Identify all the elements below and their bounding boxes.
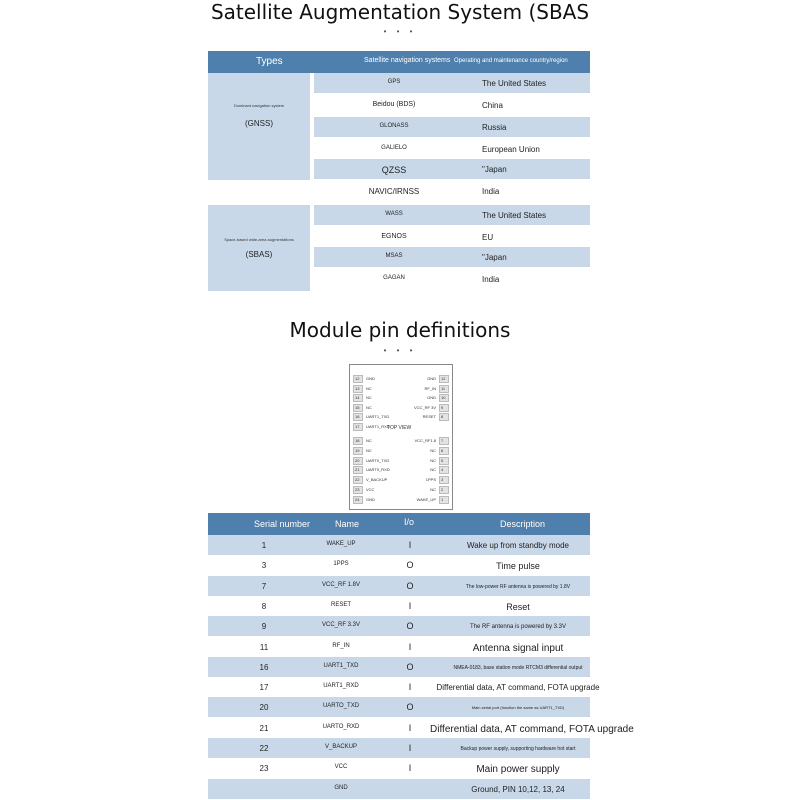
header-systems: Satellite navigation systems <box>364 57 451 64</box>
system-name: EGNOS <box>381 233 407 240</box>
io-direction: I <box>408 641 412 652</box>
system-name: Beidou (BDS) <box>372 101 416 108</box>
io-direction: O <box>406 661 414 672</box>
pin-description: Main power supply <box>476 764 560 776</box>
system-name: GPS <box>387 79 401 85</box>
table-row <box>208 677 600 697</box>
table-row <box>208 555 590 575</box>
serial-number: 11 <box>259 642 269 652</box>
table-row <box>208 576 590 596</box>
module-pin-diagram <box>349 364 453 510</box>
pin-label: RESET <box>422 414 436 419</box>
pin-label: VCC <box>366 487 375 492</box>
pin-number: 5 <box>441 457 444 463</box>
country-name: "Japan <box>482 165 507 174</box>
io-direction: O <box>406 560 414 571</box>
pin-description: Ground, PIN 10,12, 13, 24 <box>471 784 565 794</box>
table-row <box>208 779 590 799</box>
serial-number: 7 <box>261 581 267 591</box>
country-name: European Union <box>482 145 540 154</box>
pin-number: 14 <box>355 395 360 400</box>
pin-number: 1 <box>441 496 444 502</box>
section-title-sbas: Satellite Augmentation System (SBAS <box>210 0 590 24</box>
header-description: Description <box>500 519 546 529</box>
system-name: QZSS <box>381 165 407 175</box>
pin-name: V_BACKUP <box>324 744 357 750</box>
table-row <box>314 73 590 93</box>
pin-label: UART0_RXD <box>366 467 390 473</box>
pin-number: 19 <box>355 447 360 453</box>
pin-label: NC <box>366 385 372 391</box>
system-name: NAVIC/IRNSS <box>368 187 420 196</box>
pin-name: VCC <box>334 764 348 771</box>
country-name: The United States <box>482 211 547 220</box>
table-row <box>314 117 590 137</box>
pin-name: RF_IN <box>332 642 350 649</box>
table-row <box>314 205 590 225</box>
table-row <box>208 758 590 778</box>
pin-number: 4 <box>441 467 444 473</box>
pin-name: GND <box>334 784 348 791</box>
table-row <box>208 637 590 657</box>
pin-description: Antenna signal input <box>472 642 564 654</box>
group-label-small: Dominant navigation system <box>233 103 285 108</box>
table-row <box>314 139 590 159</box>
country-name: China <box>482 101 503 110</box>
table-row <box>314 181 590 201</box>
pin-number: 15 <box>355 404 360 410</box>
serial-number: 16 <box>259 662 269 672</box>
pin-description: The RF antenna is powered by 3.3V <box>469 624 567 631</box>
pin-description: Backup power supply, supporting hardware hot start <box>460 746 576 752</box>
table-row <box>208 738 590 758</box>
pin-label: V_BACKUP <box>366 477 388 483</box>
header-io: I/o <box>404 517 415 527</box>
pin-number: 24 <box>355 496 360 502</box>
io-direction: I <box>408 540 412 550</box>
io-direction: I <box>408 763 412 774</box>
pin-name: UARTO_RXD <box>322 723 360 730</box>
io-direction: I <box>408 722 412 733</box>
pin-label: GND <box>366 376 375 381</box>
table-row <box>314 159 590 179</box>
pin-number: 13 <box>355 385 360 391</box>
table-row <box>314 269 590 289</box>
pin-description: Differential data, AT command, FOTA upgrade <box>430 723 634 735</box>
pin-number: 7 <box>441 438 444 443</box>
pin-label: GND <box>427 395 436 400</box>
pin-description: Wake up from standby mode <box>467 541 569 550</box>
pin-label: NC <box>430 457 436 463</box>
decorative-dots: • • • <box>383 27 417 36</box>
table-header <box>208 513 590 535</box>
pin-name: UARTO_TXD <box>322 703 360 710</box>
pin-number: 3 <box>441 477 444 483</box>
pin-number: 10 <box>441 395 446 400</box>
pin-label: NC <box>430 467 436 473</box>
io-direction: I <box>408 743 412 753</box>
table-row <box>208 596 590 616</box>
pin-definition-table <box>208 513 634 794</box>
country-name: India <box>482 187 500 196</box>
pin-label: WAKE_UP <box>416 496 436 502</box>
country-name: "Japan <box>482 253 507 262</box>
system-name: GALIELO <box>381 145 407 151</box>
country-name: Russia <box>482 123 507 132</box>
pin-label: NC <box>366 438 372 443</box>
pin-description: NMEA-0183, base station mode RTCM3 differential output <box>453 664 583 671</box>
pin-description: The low-power RF antenna is powered by 1.8V <box>465 583 571 590</box>
pin-number: 11 <box>441 385 446 391</box>
country-name: The United States <box>482 79 547 88</box>
header-serial: Serial number <box>254 519 311 529</box>
pin-number: 23 <box>355 487 360 492</box>
pin-label: GND <box>427 376 436 381</box>
system-name: MSAS <box>385 253 403 259</box>
decorative-dots: • • • <box>383 346 417 355</box>
pin-number: 6 <box>441 447 444 453</box>
header-name: Name <box>335 519 360 529</box>
pin-label: NC <box>366 404 372 410</box>
pin-name: VCC_RF 1.8V <box>321 581 360 588</box>
serial-number: 22 <box>259 744 269 753</box>
header-country: Operating and maintenance country/region <box>454 58 568 64</box>
serial-number: 21 <box>259 723 269 733</box>
pin-label: UART1_RXD <box>366 423 390 429</box>
pin-label: NC <box>366 395 372 400</box>
io-direction: I <box>408 600 412 611</box>
group-label: (SBAS) <box>245 250 273 259</box>
pin-description: Differential data, AT command, FOTA upgrade <box>436 683 600 693</box>
serial-number: 17 <box>259 683 269 693</box>
pin-number: 12 <box>441 376 446 381</box>
system-name: WASS <box>385 211 403 217</box>
pin-number: 9 <box>441 404 444 410</box>
table-row <box>208 697 590 717</box>
group-label: (GNSS) <box>245 119 273 128</box>
pin-description: Main serial port (function the same as UART1_TXD) <box>471 705 565 711</box>
pin-name: 1PPS <box>333 561 349 568</box>
group-cell <box>208 73 310 180</box>
serial-number: 3 <box>261 561 267 571</box>
table-header <box>208 51 590 73</box>
top-view-label: TOP VIEW <box>387 425 412 431</box>
table-row <box>208 657 590 677</box>
pin-label: RF_IN <box>424 385 436 391</box>
section-title-pins: Module pin definitions <box>289 318 511 342</box>
group-cell <box>208 205 310 291</box>
pin-name: UART1_TXD <box>323 662 359 669</box>
io-direction: O <box>406 621 414 632</box>
pin-number: 17 <box>355 423 360 429</box>
table-row <box>208 718 634 738</box>
pin-name: WAKE_UP <box>326 541 356 547</box>
serial-number: 20 <box>259 703 269 713</box>
pin-name: RESET <box>330 601 351 608</box>
table-row <box>208 535 590 555</box>
io-direction: O <box>406 702 414 713</box>
pin-name: VCC_RF 3.3V <box>321 622 360 629</box>
pin-number: 12 <box>355 376 360 381</box>
table-row <box>314 247 590 267</box>
pin-number: 16 <box>355 414 360 419</box>
table-row <box>314 227 590 247</box>
serial-number: 8 <box>261 601 267 611</box>
pin-description: Time pulse <box>496 561 540 572</box>
table-row <box>314 95 590 115</box>
pin-number: 18 <box>355 438 360 443</box>
serial-number: 9 <box>261 622 267 632</box>
pin-number: 21 <box>355 467 360 473</box>
pin-number: 8 <box>441 414 444 419</box>
pin-number: 22 <box>355 477 360 483</box>
io-direction: I <box>408 682 412 693</box>
serial-number: 23 <box>259 764 269 774</box>
pin-label: 1PPS <box>425 477 436 483</box>
pin-label: NC <box>366 447 372 453</box>
table-row <box>208 616 590 636</box>
pin-name: UART1_RXD <box>323 683 359 690</box>
pin-label: NC <box>430 487 436 492</box>
pin-label: GND <box>366 496 375 502</box>
country-name: India <box>482 275 500 284</box>
serial-number: 1 <box>261 541 267 550</box>
navigation-systems-table <box>208 51 590 284</box>
country-name: EU <box>482 233 494 242</box>
pin-label: VCC_RF 3V <box>413 404 436 410</box>
group-label-small: Space-based wide-area augmentations <box>224 237 294 242</box>
header-types: Types <box>256 56 283 67</box>
pin-number: 20 <box>355 457 360 463</box>
system-name: GLONASS <box>379 123 409 129</box>
pin-label: VCC_RF1.8 <box>414 438 436 443</box>
pin-description: Reset <box>506 601 530 612</box>
pin-label: UART0_TXD <box>366 457 390 463</box>
pin-label: UART1_TXD <box>366 414 390 419</box>
io-direction: O <box>406 580 414 591</box>
pin-label: NC <box>430 447 436 453</box>
system-name: GAGAN <box>383 275 405 281</box>
pin-number: 2 <box>441 487 444 492</box>
